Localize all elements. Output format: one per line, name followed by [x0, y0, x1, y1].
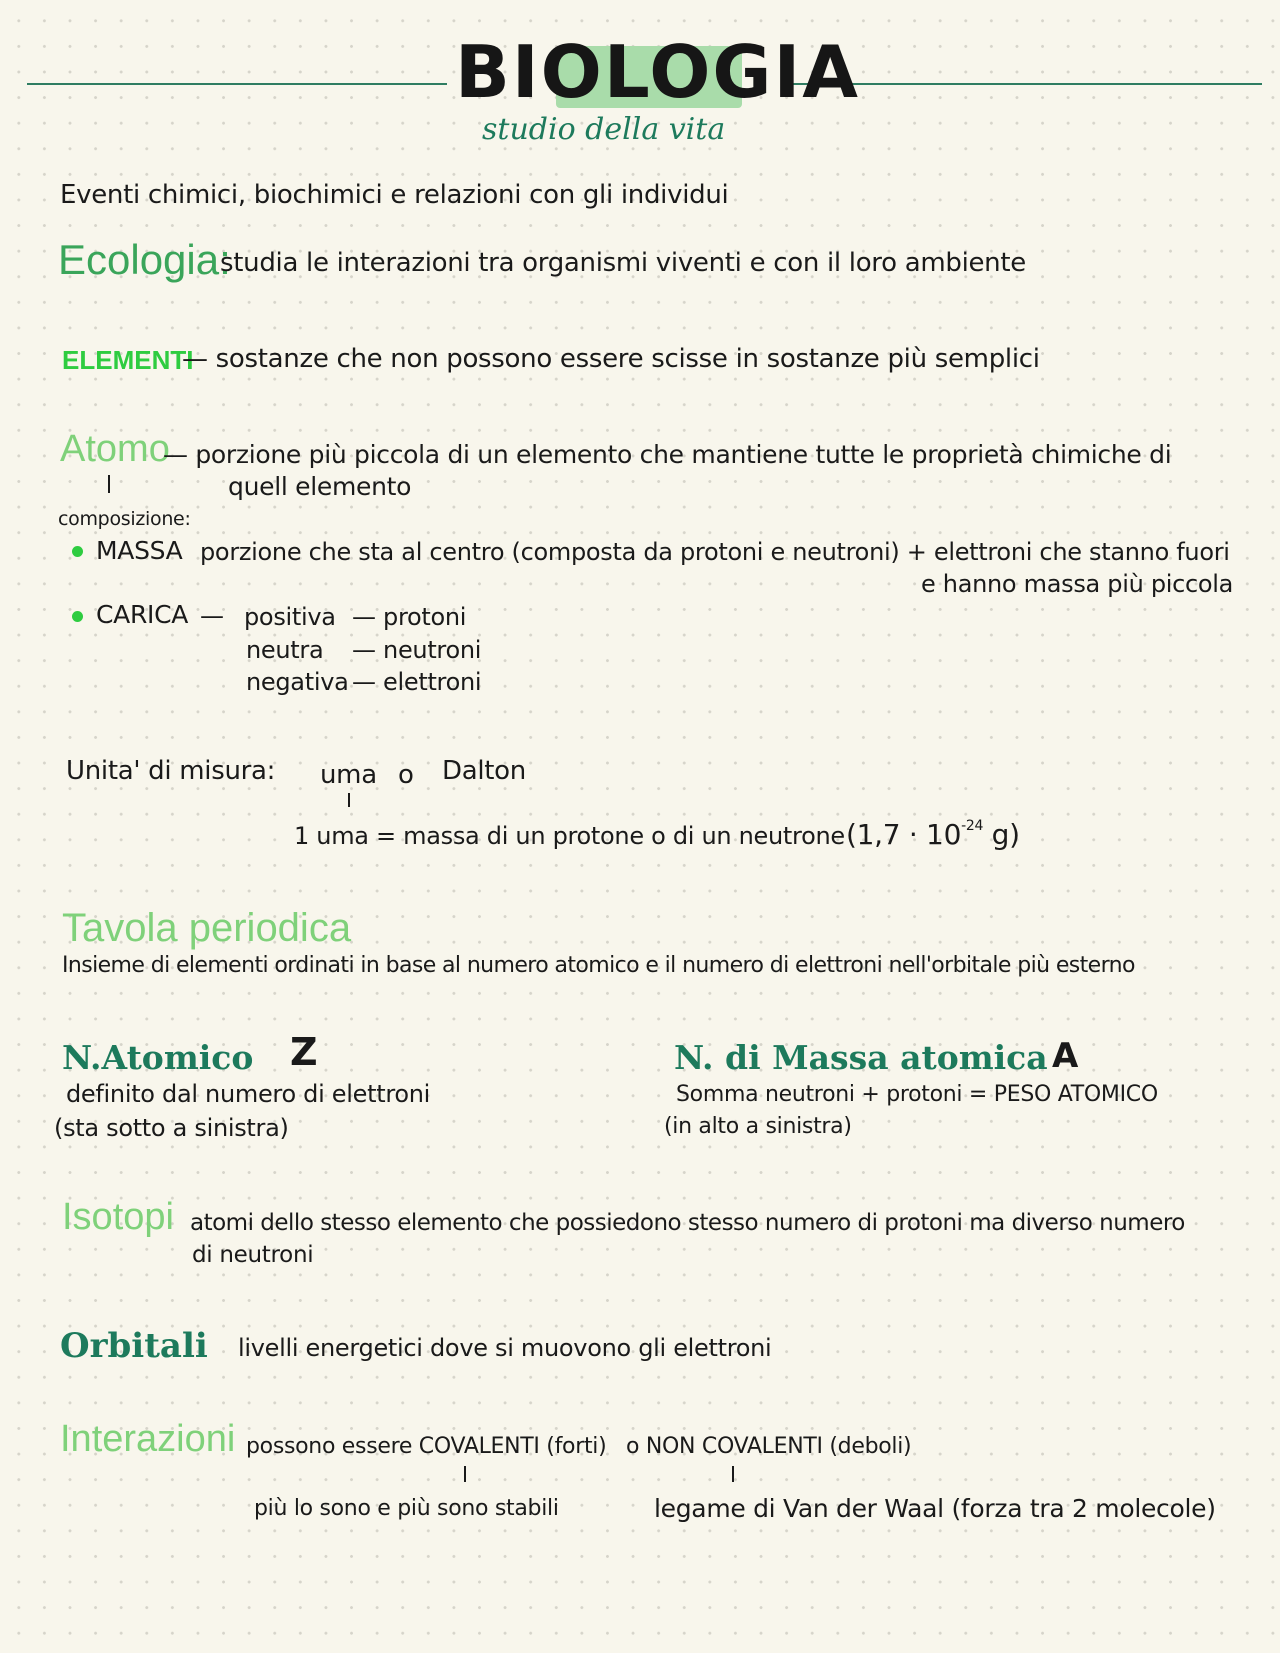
atomo-connector	[108, 475, 110, 493]
atomo-text-line1: — porzione più piccola di un elemento che mantiene tutte le proprietà chimiche di	[163, 440, 1172, 469]
non-covalenti-connector	[732, 1466, 734, 1482]
numero-massa-line1: Somma neutroni + protoni = PESO ATOMICO	[676, 1082, 1158, 1107]
numero-massa-symbol: A	[1052, 1036, 1079, 1076]
carica-particle: — protoni	[352, 603, 467, 631]
numero-atomico-line2: (sta sotto a sinistra)	[54, 1114, 289, 1142]
massa-label: MASSA	[96, 536, 183, 565]
tavola-text: Insieme di elementi ordinati in base al numero atomico e il numero di elettroni nell'orbitale più esterno	[62, 953, 1135, 978]
numero-atomico-label: N.Atomico	[62, 1038, 254, 1077]
massa-bullet	[72, 546, 83, 557]
carica-particle: — neutroni	[352, 636, 482, 664]
isotopi-line2: di neutroni	[192, 1242, 314, 1268]
composizione-label: composizione:	[58, 508, 191, 530]
unita-label: Unita' di misura:	[66, 756, 276, 786]
carica-label: CARICA	[96, 600, 189, 629]
uma-value-base: (1,7 · 10	[846, 818, 962, 851]
covalenti-connector	[464, 1466, 466, 1482]
atomo-text-line2: quell elemento	[228, 472, 412, 501]
carica-type: neutra	[246, 636, 324, 664]
elementi-text: — sostanze che non possono essere scisse in sostanze più semplici	[182, 344, 1040, 374]
massa-line2: e hanno massa più piccola	[921, 570, 1234, 598]
isotopi-line1: atomi dello stesso elemento che possiedono stesso numero di protoni ma diverso numero	[190, 1210, 1185, 1236]
interazioni-sub-non-covalenti: legame di Van der Waal (forza tra 2 molecole)	[654, 1494, 1216, 1523]
uma-label: uma	[320, 760, 377, 790]
uma-value	[846, 818, 1020, 851]
interazioni-line1-covalenti: possono essere COVALENTI (forti)	[246, 1434, 607, 1459]
orbitali-text: livelli energetici dove si muovono gli elettroni	[238, 1334, 772, 1362]
interazioni-line1-non-covalenti: o NON COVALENTI (deboli)	[626, 1434, 912, 1459]
numero-massa-line2: (in alto a sinistra)	[664, 1114, 852, 1139]
uma-equation: 1 uma = massa di un protone o di un neutrone	[294, 822, 845, 850]
dalton-label: Dalton	[442, 756, 526, 786]
carica-type: positiva	[244, 603, 336, 631]
atomo-label: Atomo	[60, 428, 170, 470]
orbitali-label: Orbitali	[60, 1326, 208, 1366]
page-title: BIOLOGIA	[455, 30, 861, 114]
massa-line1: porzione che sta al centro (composta da protoni e neutroni) + elettroni che stanno fuori	[200, 538, 1230, 566]
uma-connector	[348, 793, 350, 807]
elementi-label: ELEMENTI	[62, 345, 194, 375]
uma-value-unit: g)	[991, 818, 1020, 851]
isotopi-label: Isotopi	[62, 1196, 174, 1238]
header-rule-right	[792, 83, 1262, 85]
carica-bullet	[72, 611, 83, 622]
intro-line: Eventi chimici, biochimici e relazioni con gli individui	[60, 180, 729, 210]
carica-dash: —	[200, 602, 224, 630]
carica-particle: — elettroni	[352, 668, 482, 696]
interazioni-sub-covalenti: più lo sono e più sono stabili	[254, 1496, 559, 1521]
or-label: o	[398, 760, 414, 790]
numero-massa-label: N. di Massa atomica	[674, 1038, 1048, 1077]
header-rule-left	[27, 83, 447, 85]
numero-atomico-line1: definito dal numero di elettroni	[66, 1080, 431, 1108]
numero-atomico-symbol: Z	[290, 1030, 318, 1074]
interazioni-label: Interazioni	[60, 1418, 236, 1460]
ecologia-text: studia le interazioni tra organismi viventi e con il loro ambiente	[220, 248, 1026, 278]
uma-value-exponent: -24	[961, 818, 984, 834]
page-subtitle: studio della vita	[482, 112, 726, 147]
carica-type: negativa	[246, 668, 349, 696]
ecologia-label: Ecologia:	[58, 236, 231, 283]
tavola-label: Tavola periodica	[62, 906, 352, 950]
